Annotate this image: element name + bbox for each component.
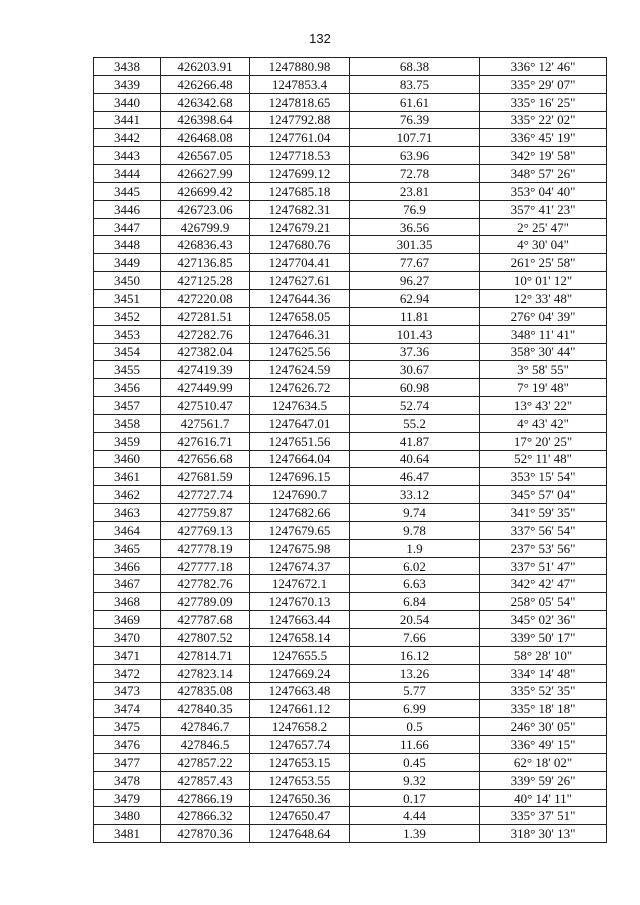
point-number-cell: 3474 (94, 700, 161, 718)
y-coordinate-cell: 1247690.7 (250, 486, 350, 504)
point-number-cell: 3447 (94, 218, 161, 236)
distance-cell: 55.2 (350, 414, 480, 432)
table-row (94, 343, 607, 361)
coordinates-table (93, 57, 607, 843)
point-number-cell: 3438 (94, 58, 161, 76)
bearing-cell: 335° 22' 02" (480, 111, 607, 129)
table-row (94, 236, 607, 254)
x-coordinate-cell: 427777.18 (161, 557, 250, 575)
distance-cell: 9.74 (350, 504, 480, 522)
table-row (94, 58, 607, 76)
table-row (94, 646, 607, 664)
table-row (94, 75, 607, 93)
bearing-cell: 52° 11' 48" (480, 450, 607, 468)
table-row (94, 521, 607, 539)
x-coordinate-cell: 427769.13 (161, 521, 250, 539)
bearing-cell: 342° 19' 58" (480, 147, 607, 165)
bearing-cell: 335° 29' 07" (480, 75, 607, 93)
table-row (94, 432, 607, 450)
point-number-cell: 3455 (94, 361, 161, 379)
distance-cell: 63.96 (350, 147, 480, 165)
y-coordinate-cell: 1247658.14 (250, 629, 350, 647)
x-coordinate-cell: 427510.47 (161, 397, 250, 415)
y-coordinate-cell: 1247663.48 (250, 682, 350, 700)
table-row (94, 325, 607, 343)
bearing-cell: 7° 19' 48" (480, 379, 607, 397)
distance-cell: 9.32 (350, 771, 480, 789)
y-coordinate-cell: 1247669.24 (250, 664, 350, 682)
x-coordinate-cell: 427125.28 (161, 272, 250, 290)
table-row (94, 272, 607, 290)
bearing-cell: 353° 04' 40" (480, 182, 607, 200)
x-coordinate-cell: 427449.99 (161, 379, 250, 397)
table-row (94, 468, 607, 486)
distance-cell: 33.12 (350, 486, 480, 504)
coordinates-table-body (94, 58, 607, 843)
x-coordinate-cell: 427814.71 (161, 646, 250, 664)
point-number-cell: 3466 (94, 557, 161, 575)
distance-cell: 6.63 (350, 575, 480, 593)
x-coordinate-cell: 427136.85 (161, 254, 250, 272)
point-number-cell: 3446 (94, 200, 161, 218)
bearing-cell: 358° 30' 44" (480, 343, 607, 361)
x-coordinate-cell: 427382.04 (161, 343, 250, 361)
bearing-cell: 335° 52' 35" (480, 682, 607, 700)
distance-cell: 72.78 (350, 165, 480, 183)
point-number-cell: 3454 (94, 343, 161, 361)
table-row (94, 682, 607, 700)
distance-cell: 96.27 (350, 272, 480, 290)
bearing-cell: 345° 57' 04" (480, 486, 607, 504)
bearing-cell: 345° 02' 36" (480, 611, 607, 629)
bearing-cell: 3° 58' 55" (480, 361, 607, 379)
distance-cell: 6.99 (350, 700, 480, 718)
y-coordinate-cell: 1247761.04 (250, 129, 350, 147)
point-number-cell: 3464 (94, 521, 161, 539)
y-coordinate-cell: 1247653.55 (250, 771, 350, 789)
table-row (94, 557, 607, 575)
bearing-cell: 4° 30' 04" (480, 236, 607, 254)
x-coordinate-cell: 427681.59 (161, 468, 250, 486)
point-number-cell: 3452 (94, 307, 161, 325)
bearing-cell: 337° 56' 54" (480, 521, 607, 539)
point-number-cell: 3476 (94, 736, 161, 754)
point-number-cell: 3477 (94, 753, 161, 771)
distance-cell: 6.84 (350, 593, 480, 611)
y-coordinate-cell: 1247674.37 (250, 557, 350, 575)
x-coordinate-cell: 427759.87 (161, 504, 250, 522)
y-coordinate-cell: 1247644.36 (250, 289, 350, 307)
table-row (94, 379, 607, 397)
distance-cell: 23.81 (350, 182, 480, 200)
point-number-cell: 3457 (94, 397, 161, 415)
point-number-cell: 3443 (94, 147, 161, 165)
y-coordinate-cell: 1247658.2 (250, 718, 350, 736)
table-row (94, 414, 607, 432)
point-number-cell: 3467 (94, 575, 161, 593)
bearing-cell: 348° 11' 41" (480, 325, 607, 343)
x-coordinate-cell: 427870.36 (161, 825, 250, 843)
y-coordinate-cell: 1247626.72 (250, 379, 350, 397)
table-row (94, 807, 607, 825)
x-coordinate-cell: 427835.08 (161, 682, 250, 700)
x-coordinate-cell: 426627.99 (161, 165, 250, 183)
table-row (94, 111, 607, 129)
bearing-cell: 336° 12' 46" (480, 58, 607, 76)
y-coordinate-cell: 1247627.61 (250, 272, 350, 290)
y-coordinate-cell: 1247646.31 (250, 325, 350, 343)
y-coordinate-cell: 1247634.5 (250, 397, 350, 415)
point-number-cell: 3473 (94, 682, 161, 700)
table-row (94, 789, 607, 807)
bearing-cell: 334° 14' 48" (480, 664, 607, 682)
distance-cell: 30.67 (350, 361, 480, 379)
table-row (94, 129, 607, 147)
bearing-cell: 336° 45' 19" (480, 129, 607, 147)
bearing-cell: 10° 01' 12" (480, 272, 607, 290)
bearing-cell: 339° 59' 26" (480, 771, 607, 789)
point-number-cell: 3458 (94, 414, 161, 432)
point-number-cell: 3450 (94, 272, 161, 290)
point-number-cell: 3444 (94, 165, 161, 183)
distance-cell: 61.61 (350, 93, 480, 111)
bearing-cell: 17° 20' 25" (480, 432, 607, 450)
distance-cell: 4.44 (350, 807, 480, 825)
x-coordinate-cell: 427787.68 (161, 611, 250, 629)
point-number-cell: 3449 (94, 254, 161, 272)
distance-cell: 41.87 (350, 432, 480, 450)
y-coordinate-cell: 1247685.18 (250, 182, 350, 200)
distance-cell: 0.45 (350, 753, 480, 771)
distance-cell: 1.9 (350, 539, 480, 557)
distance-cell: 0.5 (350, 718, 480, 736)
point-number-cell: 3470 (94, 629, 161, 647)
distance-cell: 13.26 (350, 664, 480, 682)
x-coordinate-cell: 426699.42 (161, 182, 250, 200)
point-number-cell: 3451 (94, 289, 161, 307)
bearing-cell: 335° 37' 51" (480, 807, 607, 825)
table-row (94, 539, 607, 557)
bearing-cell: 335° 18' 18" (480, 700, 607, 718)
distance-cell: 7.66 (350, 629, 480, 647)
y-coordinate-cell: 1247704.41 (250, 254, 350, 272)
distance-cell: 76.9 (350, 200, 480, 218)
distance-cell: 301.35 (350, 236, 480, 254)
x-coordinate-cell: 427857.43 (161, 771, 250, 789)
distance-cell: 101.43 (350, 325, 480, 343)
distance-cell: 16.12 (350, 646, 480, 664)
table-row (94, 93, 607, 111)
x-coordinate-cell: 426398.64 (161, 111, 250, 129)
y-coordinate-cell: 1247650.36 (250, 789, 350, 807)
y-coordinate-cell: 1247661.12 (250, 700, 350, 718)
x-coordinate-cell: 427561.7 (161, 414, 250, 432)
point-number-cell: 3459 (94, 432, 161, 450)
y-coordinate-cell: 1247663.44 (250, 611, 350, 629)
x-coordinate-cell: 427823.14 (161, 664, 250, 682)
distance-cell: 46.47 (350, 468, 480, 486)
bearing-cell: 237° 53' 56" (480, 539, 607, 557)
table-row (94, 486, 607, 504)
x-coordinate-cell: 427789.09 (161, 593, 250, 611)
bearing-cell: 258° 05' 54" (480, 593, 607, 611)
x-coordinate-cell: 427857.22 (161, 753, 250, 771)
bearing-cell: 12° 33' 48" (480, 289, 607, 307)
x-coordinate-cell: 427846.7 (161, 718, 250, 736)
point-number-cell: 3461 (94, 468, 161, 486)
x-coordinate-cell: 427846.5 (161, 736, 250, 754)
y-coordinate-cell: 1247675.98 (250, 539, 350, 557)
x-coordinate-cell: 427727.74 (161, 486, 250, 504)
bearing-cell: 2° 25' 47" (480, 218, 607, 236)
table-row (94, 182, 607, 200)
y-coordinate-cell: 1247651.56 (250, 432, 350, 450)
bearing-cell: 58° 28' 10" (480, 646, 607, 664)
y-coordinate-cell: 1247682.31 (250, 200, 350, 218)
y-coordinate-cell: 1247672.1 (250, 575, 350, 593)
table-row (94, 218, 607, 236)
table-row (94, 611, 607, 629)
bearing-cell: 62° 18' 02" (480, 753, 607, 771)
y-coordinate-cell: 1247853.4 (250, 75, 350, 93)
point-number-cell: 3478 (94, 771, 161, 789)
point-number-cell: 3439 (94, 75, 161, 93)
x-coordinate-cell: 426567.05 (161, 147, 250, 165)
y-coordinate-cell: 1247653.15 (250, 753, 350, 771)
x-coordinate-cell: 427778.19 (161, 539, 250, 557)
distance-cell: 0.17 (350, 789, 480, 807)
table-row (94, 771, 607, 789)
bearing-cell: 336° 49' 15" (480, 736, 607, 754)
point-number-cell: 3479 (94, 789, 161, 807)
point-number-cell: 3441 (94, 111, 161, 129)
point-number-cell: 3460 (94, 450, 161, 468)
y-coordinate-cell: 1247718.53 (250, 147, 350, 165)
table-row (94, 664, 607, 682)
table-row (94, 718, 607, 736)
y-coordinate-cell: 1247625.56 (250, 343, 350, 361)
bearing-cell: 342° 42' 47" (480, 575, 607, 593)
y-coordinate-cell: 1247880.98 (250, 58, 350, 76)
distance-cell: 11.81 (350, 307, 480, 325)
point-number-cell: 3469 (94, 611, 161, 629)
bearing-cell: 40° 14' 11" (480, 789, 607, 807)
table-row (94, 397, 607, 415)
table-row (94, 753, 607, 771)
bearing-cell: 339° 50' 17" (480, 629, 607, 647)
y-coordinate-cell: 1247818.65 (250, 93, 350, 111)
bearing-cell: 246° 30' 05" (480, 718, 607, 736)
table-row (94, 200, 607, 218)
table-row (94, 629, 607, 647)
point-number-cell: 3445 (94, 182, 161, 200)
table-row (94, 289, 607, 307)
y-coordinate-cell: 1247650.47 (250, 807, 350, 825)
table-row (94, 593, 607, 611)
point-number-cell: 3448 (94, 236, 161, 254)
x-coordinate-cell: 426799.9 (161, 218, 250, 236)
x-coordinate-cell: 427281.51 (161, 307, 250, 325)
x-coordinate-cell: 427656.68 (161, 450, 250, 468)
x-coordinate-cell: 427220.08 (161, 289, 250, 307)
table-row (94, 700, 607, 718)
point-number-cell: 3462 (94, 486, 161, 504)
y-coordinate-cell: 1247699.12 (250, 165, 350, 183)
table-row (94, 147, 607, 165)
point-number-cell: 3471 (94, 646, 161, 664)
distance-cell: 6.02 (350, 557, 480, 575)
y-coordinate-cell: 1247679.21 (250, 218, 350, 236)
point-number-cell: 3475 (94, 718, 161, 736)
distance-cell: 9.78 (350, 521, 480, 539)
x-coordinate-cell: 427866.19 (161, 789, 250, 807)
point-number-cell: 3440 (94, 93, 161, 111)
point-number-cell: 3465 (94, 539, 161, 557)
distance-cell: 1.39 (350, 825, 480, 843)
table-row (94, 450, 607, 468)
table-row (94, 361, 607, 379)
y-coordinate-cell: 1247696.15 (250, 468, 350, 486)
distance-cell: 11.66 (350, 736, 480, 754)
x-coordinate-cell: 426203.91 (161, 58, 250, 76)
y-coordinate-cell: 1247624.59 (250, 361, 350, 379)
x-coordinate-cell: 426468.08 (161, 129, 250, 147)
table-row (94, 254, 607, 272)
distance-cell: 60.98 (350, 379, 480, 397)
y-coordinate-cell: 1247658.05 (250, 307, 350, 325)
bearing-cell: 353° 15' 54" (480, 468, 607, 486)
bearing-cell: 337° 51' 47" (480, 557, 607, 575)
y-coordinate-cell: 1247648.64 (250, 825, 350, 843)
distance-cell: 20.54 (350, 611, 480, 629)
y-coordinate-cell: 1247670.13 (250, 593, 350, 611)
y-coordinate-cell: 1247679.65 (250, 521, 350, 539)
distance-cell: 36.56 (350, 218, 480, 236)
point-number-cell: 3480 (94, 807, 161, 825)
table-row (94, 825, 607, 843)
point-number-cell: 3472 (94, 664, 161, 682)
y-coordinate-cell: 1247647.01 (250, 414, 350, 432)
x-coordinate-cell: 427840.35 (161, 700, 250, 718)
x-coordinate-cell: 427419.39 (161, 361, 250, 379)
table-row (94, 165, 607, 183)
distance-cell: 62.94 (350, 289, 480, 307)
y-coordinate-cell: 1247664.04 (250, 450, 350, 468)
point-number-cell: 3463 (94, 504, 161, 522)
y-coordinate-cell: 1247792.88 (250, 111, 350, 129)
bearing-cell: 348° 57' 26" (480, 165, 607, 183)
table-row (94, 307, 607, 325)
point-number-cell: 3468 (94, 593, 161, 611)
bearing-cell: 357° 41' 23" (480, 200, 607, 218)
distance-cell: 83.75 (350, 75, 480, 93)
bearing-cell: 261° 25' 58" (480, 254, 607, 272)
page-number: 132 (309, 31, 331, 46)
y-coordinate-cell: 1247657.74 (250, 736, 350, 754)
distance-cell: 77.67 (350, 254, 480, 272)
y-coordinate-cell: 1247680.76 (250, 236, 350, 254)
x-coordinate-cell: 427866.32 (161, 807, 250, 825)
distance-cell: 68.38 (350, 58, 480, 76)
bearing-cell: 13° 43' 22" (480, 397, 607, 415)
point-number-cell: 3453 (94, 325, 161, 343)
table-row (94, 504, 607, 522)
x-coordinate-cell: 427782.76 (161, 575, 250, 593)
bearing-cell: 276° 04' 39" (480, 307, 607, 325)
table-row (94, 736, 607, 754)
x-coordinate-cell: 426266.48 (161, 75, 250, 93)
distance-cell: 52.74 (350, 397, 480, 415)
bearing-cell: 318° 30' 13" (480, 825, 607, 843)
x-coordinate-cell: 427807.52 (161, 629, 250, 647)
point-number-cell: 3456 (94, 379, 161, 397)
table-row (94, 575, 607, 593)
y-coordinate-cell: 1247655.5 (250, 646, 350, 664)
x-coordinate-cell: 426342.68 (161, 93, 250, 111)
distance-cell: 107.71 (350, 129, 480, 147)
x-coordinate-cell: 426723.06 (161, 200, 250, 218)
distance-cell: 76.39 (350, 111, 480, 129)
distance-cell: 40.64 (350, 450, 480, 468)
x-coordinate-cell: 427282.76 (161, 325, 250, 343)
y-coordinate-cell: 1247682.66 (250, 504, 350, 522)
distance-cell: 37.36 (350, 343, 480, 361)
x-coordinate-cell: 427616.71 (161, 432, 250, 450)
bearing-cell: 341° 59' 35" (480, 504, 607, 522)
point-number-cell: 3481 (94, 825, 161, 843)
x-coordinate-cell: 426836.43 (161, 236, 250, 254)
point-number-cell: 3442 (94, 129, 161, 147)
distance-cell: 5.77 (350, 682, 480, 700)
bearing-cell: 335° 16' 25" (480, 93, 607, 111)
bearing-cell: 4° 43' 42" (480, 414, 607, 432)
